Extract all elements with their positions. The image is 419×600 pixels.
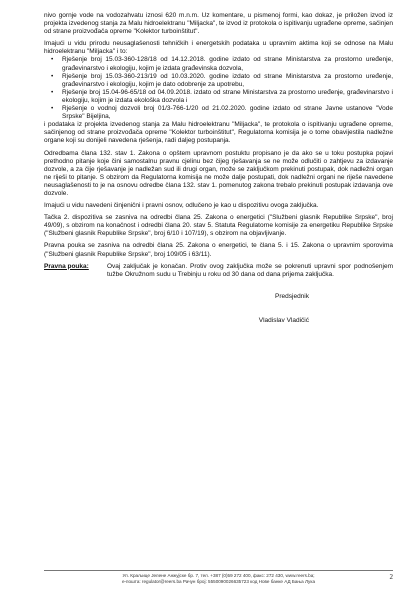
list-item (44, 89, 393, 105)
bullet-icon: • (51, 105, 54, 113)
list-item (44, 56, 393, 72)
page-footer (44, 570, 393, 584)
signature-block (44, 293, 393, 325)
decision-list (44, 56, 393, 121)
list-item-text: Rješenje broj 15.03-360-213/19 od 10.03.2020. godine izdato od strane Ministarstva za prostorno uređenje, građevinarstvo i ekologiju, kojim je dato odobrenje za upotrebu, (62, 72, 393, 88)
paragraph-2: Imajući u vidu prirodu neusaglašenosti tehničkih i energetskih podataka u upravnim aktima koji se odnose na Malu hidroelektranu "Miljacka" i to: (44, 40, 393, 56)
list-item (44, 73, 393, 89)
paragraph-7: Pravna pouka se zasniva na odredbi člana 25. Zakona o energetici, te člana 5. i 15. Zakona o upravnim sporovima ("Službeni glasnik Republike Srpske", broj 109/05 i 63/11). (44, 242, 393, 258)
paragraph-5: Imajući u vidu navedeni činjenični i pravni osnov, odlučeno je kao u dispozitivu ovoga zaključka. (44, 202, 319, 210)
bullet-icon: • (51, 88, 54, 96)
paragraph-1: nivo gornje vode na vodozahvatu iznosi 620 m.n.m. Uz komentare, u pismenoj formi, kao dokaz, je priložen izvod iz projekta izvedenog stanja za Malu hidroelektranu "Miljacka", te izvod iz protokola o ispitivanju ugrađene opreme, sačinjen od strane proizvođača opreme "Kolektor turboinštitut". (44, 12, 393, 36)
list-item (44, 105, 393, 121)
list-item-text: Rješenje o vodnoj dozvoli broj 01/3-766-1/20 od 21.02.2020. godine izdato od strane Javne ustanove "Vode Srpske" Bijeljina, (62, 105, 393, 121)
bullet-icon: • (51, 56, 54, 64)
bullet-icon: • (51, 72, 54, 80)
legal-notice-text: Ovaj zaključak je konačan. Protiv ovog zaključka može se pokrenuti upravni spor podnošenjem tužbe Okružnom sudu u Trebinju u roku od 30 dana od dana prijema zaključka. (107, 262, 393, 278)
legal-notice (44, 263, 393, 279)
legal-notice-label: Pravna pouka: (44, 262, 89, 270)
signature-name: Vladislav Vladičić (258, 316, 309, 324)
list-item-text: Rješenje broj 15.04-96-65/18 od 04.09.2018. izdato od strane Ministarstva za prostorno uređenje, građevinarstvo i ekologiju, kojim je izdata ekološka dozvola i (62, 88, 393, 104)
footer-address: Ул. Краљице Јелене Анжујске бр. 7, тел. +387 (0)59 272 400, факс: 272 430, www.reers.ba; (122, 573, 315, 578)
signature-role: Predsjednik (275, 292, 309, 300)
list-item-text: Rješenje broj 15.03-360-128/18 od 14.12.2018. godine izdato od strane Ministarstva za prostorno uređenje, građevinarstvo i ekologiju, kojim je izdata građevinska dozvola, (62, 56, 393, 72)
footer-contact: е-пошта: regulator@reers.ba Рачун број: 5550090026635723 код Нове банке АД Бања Лука (121, 578, 316, 584)
page-number: 2 (389, 573, 393, 581)
paragraph-4: Odredbama člana 132. stav 1. Zakona o opštem upravnom postuktu propisano je da ako se u toku postupka pojavi prethodno pitanje koje čini samostalnu pravnu cjelinu bez čijeg rješavanja se ne može odlučiti o zahtjevu za izdavanje dozvole, a za čije rješavanje je nadležan sud ili drugi organ, može se zaključkom prekinuti postupak, dok nadležni organ ne riješi to pitanje. S obzirom da Regulatorna komisija ne može dalje postupati, dok nadležni organi ne riješe navedene neusaglašenosti to je na osnovu odredbe člana 132. stav 1. pomenutog zakona trebalo prekinuti postupak izdavanja ove dozvole. (44, 149, 393, 197)
paragraph-3: i podataka iz projekta izvedenog stanja za Malu hidroelektranu "Miljacka", te protokola o ispitivanju ugrađene opreme, sačinjenog od strane proizvođača opreme "Kolektor turboinštitut", Regulatorna komisija je o tome obavijestila nadležne organe koji su donijeli navedena rješenja, radi daljeg postupanja. (44, 121, 393, 145)
paragraph-6: Tačka 2. dispozitiva se zasniva na odredbi člana 25. Zakona o energetici ("Službeni glasnik Republike Srpske", broj 49/09), s obzirom na konačnost i odredbi člana 20. stav 5. Statuta Regulatorne komisije za energetiku Republike Srpske ("Službeni glasnik Republike Srpske", broj 6/10 i 107/19), s obzirom na objavljivanje. (44, 214, 393, 238)
